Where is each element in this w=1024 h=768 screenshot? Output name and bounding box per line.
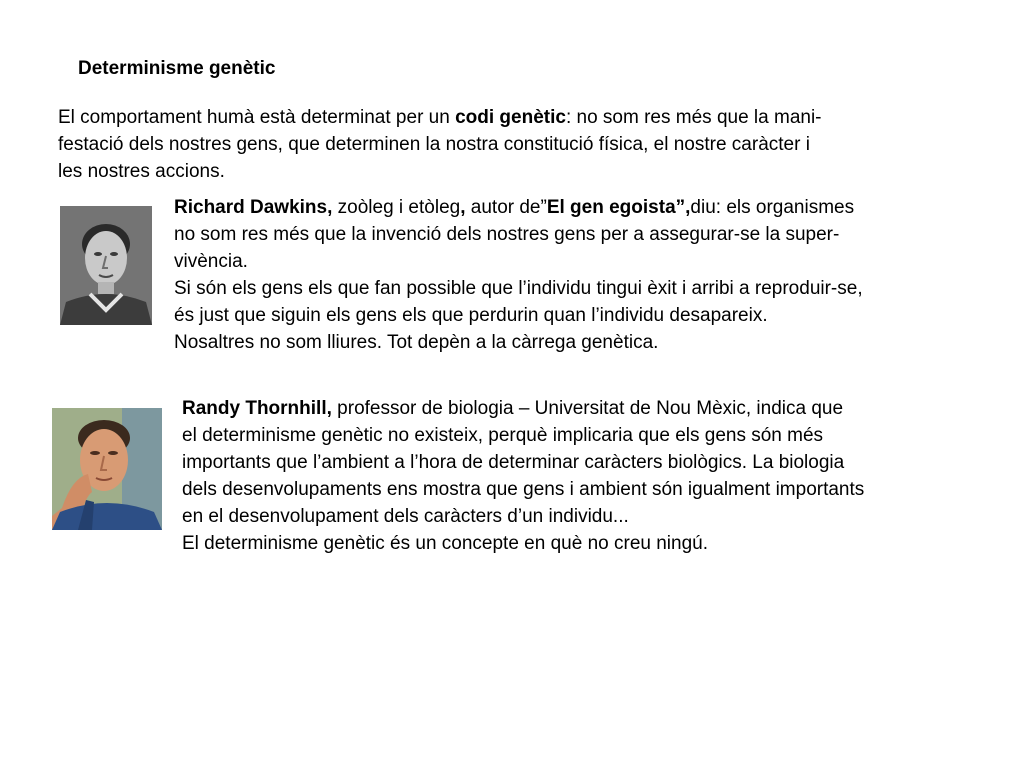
dawkins-name: Richard Dawkins,	[174, 197, 333, 218]
intro-line-1: El comportament humà està determinat per un codi genètic: no som res més que la mani-	[58, 107, 822, 128]
thornhill-paragraph	[182, 395, 1012, 557]
book-title: El gen egoista”,	[546, 197, 691, 218]
intro-paragraph	[58, 104, 988, 185]
thornhill-line-3: importants que l’ambient a l’hora de determinar caràcters biològics. La biologia	[182, 452, 845, 473]
slide-title: Determinisme genètic	[78, 58, 276, 79]
intro-line-2: festació dels nostres gens, que determinen la nostra constitució física, el nostre caràcter i	[58, 134, 810, 155]
dawkins-line-1: Richard Dawkins, zoòleg i etòleg, autor de”El gen egoista”,diu: els organismes	[174, 197, 855, 218]
thornhill-line-1: Randy Thornhill, professor de biologia – Universitat de Nou Mèxic, indica que	[182, 398, 844, 419]
thornhill-line-2: el determinisme genètic no existeix, perquè implicaria que els gens són més	[182, 425, 824, 446]
thornhill-line-4: dels desenvolupaments ens mostra que gens i ambient són igualment importants	[182, 479, 865, 500]
dawkins-portrait	[60, 206, 152, 325]
thornhill-line-5: en el desenvolupament dels caràcters d’un individu...	[182, 506, 629, 527]
dawkins-line-4: Si són els gens els que fan possible que l’individu tingui èxit i arribi a reproduir-se,	[174, 278, 863, 299]
thornhill-line-6: El determinisme genètic és un concepte en què no creu ningú.	[182, 533, 708, 554]
dawkins-paragraph	[174, 194, 1004, 356]
dawkins-line-6: Nosaltres no som lliures. Tot depèn a la càrrega genètica.	[174, 332, 659, 353]
intro-line-3: les nostres accions.	[58, 161, 225, 182]
dawkins-line-3: vivència.	[174, 251, 248, 272]
thornhill-name: Randy Thornhill,	[182, 398, 332, 419]
keyword-codi-genetic: codi genètic	[455, 107, 566, 128]
dawkins-line-2: no som res més que la invenció dels nostres gens per a assegurar-se la super-	[174, 224, 840, 245]
dawkins-line-5: és just que siguin els gens els que perdurin quan l’individu desapareix.	[174, 305, 768, 326]
thornhill-portrait	[52, 408, 162, 530]
